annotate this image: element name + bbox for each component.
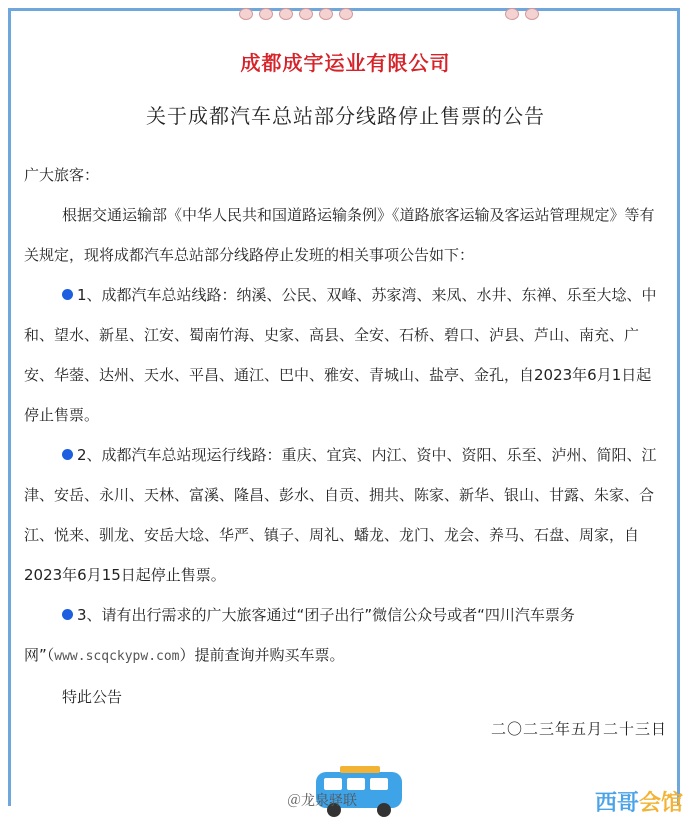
brand-watermark: 西哥会馆 — [594, 791, 683, 816]
item-3: 3、请有出行需求的广大旅客通过“团子出行”微信公众号或者“四川汽车票务网”（www.scqckypw.com）提前查询并购买车票。 — [24, 606, 575, 664]
intro-paragraph: 根据交通运输部《中华人民共和国道路运输条例》《道路旅客运输及客运站管理规定》等有关规定，现将成都汽车总站部分线路停止发班的相关事项公告如下： — [24, 206, 655, 264]
weibo-watermark: ＠龙泉驿联 — [287, 793, 357, 809]
closing-text: 特此公告 — [62, 688, 123, 706]
bullet-icon — [62, 289, 73, 300]
bullet-icon — [62, 609, 73, 620]
item-2: 2、成都汽车总站现运行线路：重庆、宜宾、内江、资中、资阳、乐至、泸州、简阳、江津、安岳、永川、天林、富溪、隆昌、彭水、自贡、拥共、陈家、新华、银山、甘露、朱家、合江、悦来、驯龙、安岳大埝、华严、镇子、周礼、蟠龙、龙门、龙会、养马、石盘、周家，自2023年6月15日起停止售票。 — [24, 446, 657, 584]
greeting: 广大旅客： — [24, 166, 100, 184]
website-url: www.scqckypw.com — [54, 649, 180, 664]
top-ornament — [239, 7, 353, 21]
item-1: 1、成都汽车总站线路：纳溪、公民、双峰、苏家湾、来凤、水井、东禅、乐至大埝、中和、望水、新星、江安、蜀南竹海、史家、高县、全安、石桥、碧口、泸县、芦山、南充、广安、华蓥、达州、天水、平昌、通江、巴中、雅安、青城山、盐亭、金孔，自2023年6月1日起停止售票。 — [24, 286, 657, 424]
company-name: 成都成宇运业有限公司 — [240, 51, 451, 75]
notice-title: 关于成都汽车总站部分线路停止售票的公告 — [146, 104, 545, 128]
bullet-icon — [62, 449, 73, 460]
notice-date: 二〇二三年五月二十三日 — [490, 720, 667, 738]
top-ornament-right — [505, 7, 539, 21]
notice-body — [24, 155, 666, 717]
